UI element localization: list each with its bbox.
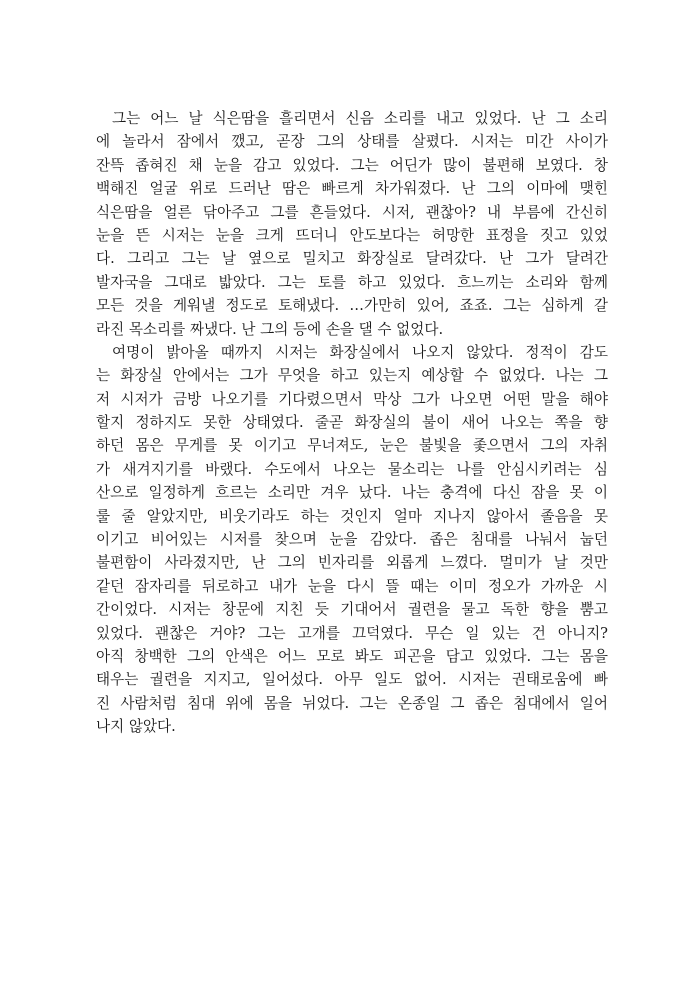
text-line: 태우는 궐련을 지지고, 일어섰다. 아무 일도 없어. 시저는 권태로움에 빠 [96, 671, 608, 689]
text-line: 식은땀을 얼른 닦아주고 그를 흔들었다. 시저, 괜찮아? 내 부름에 간신히 [96, 203, 608, 221]
text-line: 간이었다. 시저는 창문에 지친 듯 기대어서 궐련을 물고 독한 향을 뿜고 [96, 601, 608, 619]
text-line: 백해진 얼굴 위로 드러난 땀은 빠르게 차가워졌다. 난 그의 이마에 맺힌 [96, 180, 608, 198]
text-line: 여명이 밝아올 때까지 시저는 화장실에서 나오지 않았다. 정적이 감도 [112, 343, 608, 361]
text-line: 잔뜩 좁혀진 채 눈을 감고 있었다. 그는 어딘가 많이 불편해 보였다. 창 [96, 156, 608, 174]
text-line: 할지 정하지도 못한 상태였다. 줄곧 화장실의 불이 새어 나오는 쪽을 향 [96, 414, 608, 432]
text-line: 이기고 비어있는 시저를 찾으며 눈을 감았다. 좁은 침대를 나눠서 눕던 [96, 531, 608, 549]
text-line: 저 시저가 금방 나오기를 기다렸으면서 막상 그가 나오면 어떤 말을 해야 [96, 390, 608, 408]
text-line: 불편함이 사라졌지만, 난 그의 빈자리를 외롭게 느꼈다. 멀미가 날 것만 [96, 554, 608, 572]
text-line: 나지 않았다. [96, 718, 176, 736]
text-line: 진 사람처럼 침대 위에 몸을 뉘었다. 그는 온종일 그 좁은 침대에서 일어 [96, 694, 608, 712]
paragraph [96, 341, 608, 739]
text-line: 라진 목소리를 짜냈다. 난 그의 등에 손을 댈 수 없었다. [96, 320, 444, 338]
text-line: 발자국을 그대로 밟았다. 그는 토를 하고 있었다. 흐느끼는 소리와 함께 [96, 273, 608, 291]
paragraph [96, 107, 608, 341]
text-line: 하던 몸은 무게를 못 이기고 무너져도, 눈은 불빛을 좇으면서 그의 자취 [96, 437, 608, 455]
text-line: 눈을 뜬 시저는 눈을 크게 뜨더니 안도보다는 허망한 표정을 짓고 있었 [96, 226, 608, 244]
text-line: 다. 그리고 그는 날 옆으로 밀치고 화장실로 달려갔다. 난 그가 달려간 [96, 250, 608, 268]
text-line: 같던 잠자리를 뒤로하고 내가 눈을 다시 뜰 때는 이미 정오가 가까운 시 [96, 577, 608, 595]
text-line: 그는 어느 날 식은땀을 흘리면서 신음 소리를 내고 있었다. 난 그 소리 [112, 110, 608, 127]
text-line: 가 새겨지기를 바랬다. 수도에서 나오는 물소리는 나를 안심시키려는 심 [96, 460, 608, 478]
text-line: 모든 것을 게워낼 정도로 토해냈다. …가만히 있어, 죠죠. 그는 심하게 갈 [96, 297, 608, 315]
text-line: 산으로 일정하게 흐르는 소리만 겨우 났다. 나는 충격에 다신 잠을 못 이 [96, 484, 608, 502]
text-line: 룰 줄 알았지만, 비웃기라도 하는 것인지 얼마 지나지 않아서 졸음을 못 [96, 507, 608, 525]
text-line: 있었다. 괜찮은 거야? 그는 고개를 끄덕였다. 무슨 일 있는 건 아니지? [96, 624, 608, 642]
text-line: 에 놀라서 잠에서 깼고, 곧장 그의 상태를 살폈다. 시저는 미간 사이가 [96, 133, 608, 151]
body-text [96, 107, 608, 739]
text-line: 아직 창백한 그의 안색은 어느 모로 봐도 피곤을 담고 있었다. 그는 몸을 [96, 647, 608, 665]
text-line: 는 화장실 안에서는 그가 무엇을 하고 있는지 예상할 수 없었다. 나는 그 [96, 367, 608, 385]
